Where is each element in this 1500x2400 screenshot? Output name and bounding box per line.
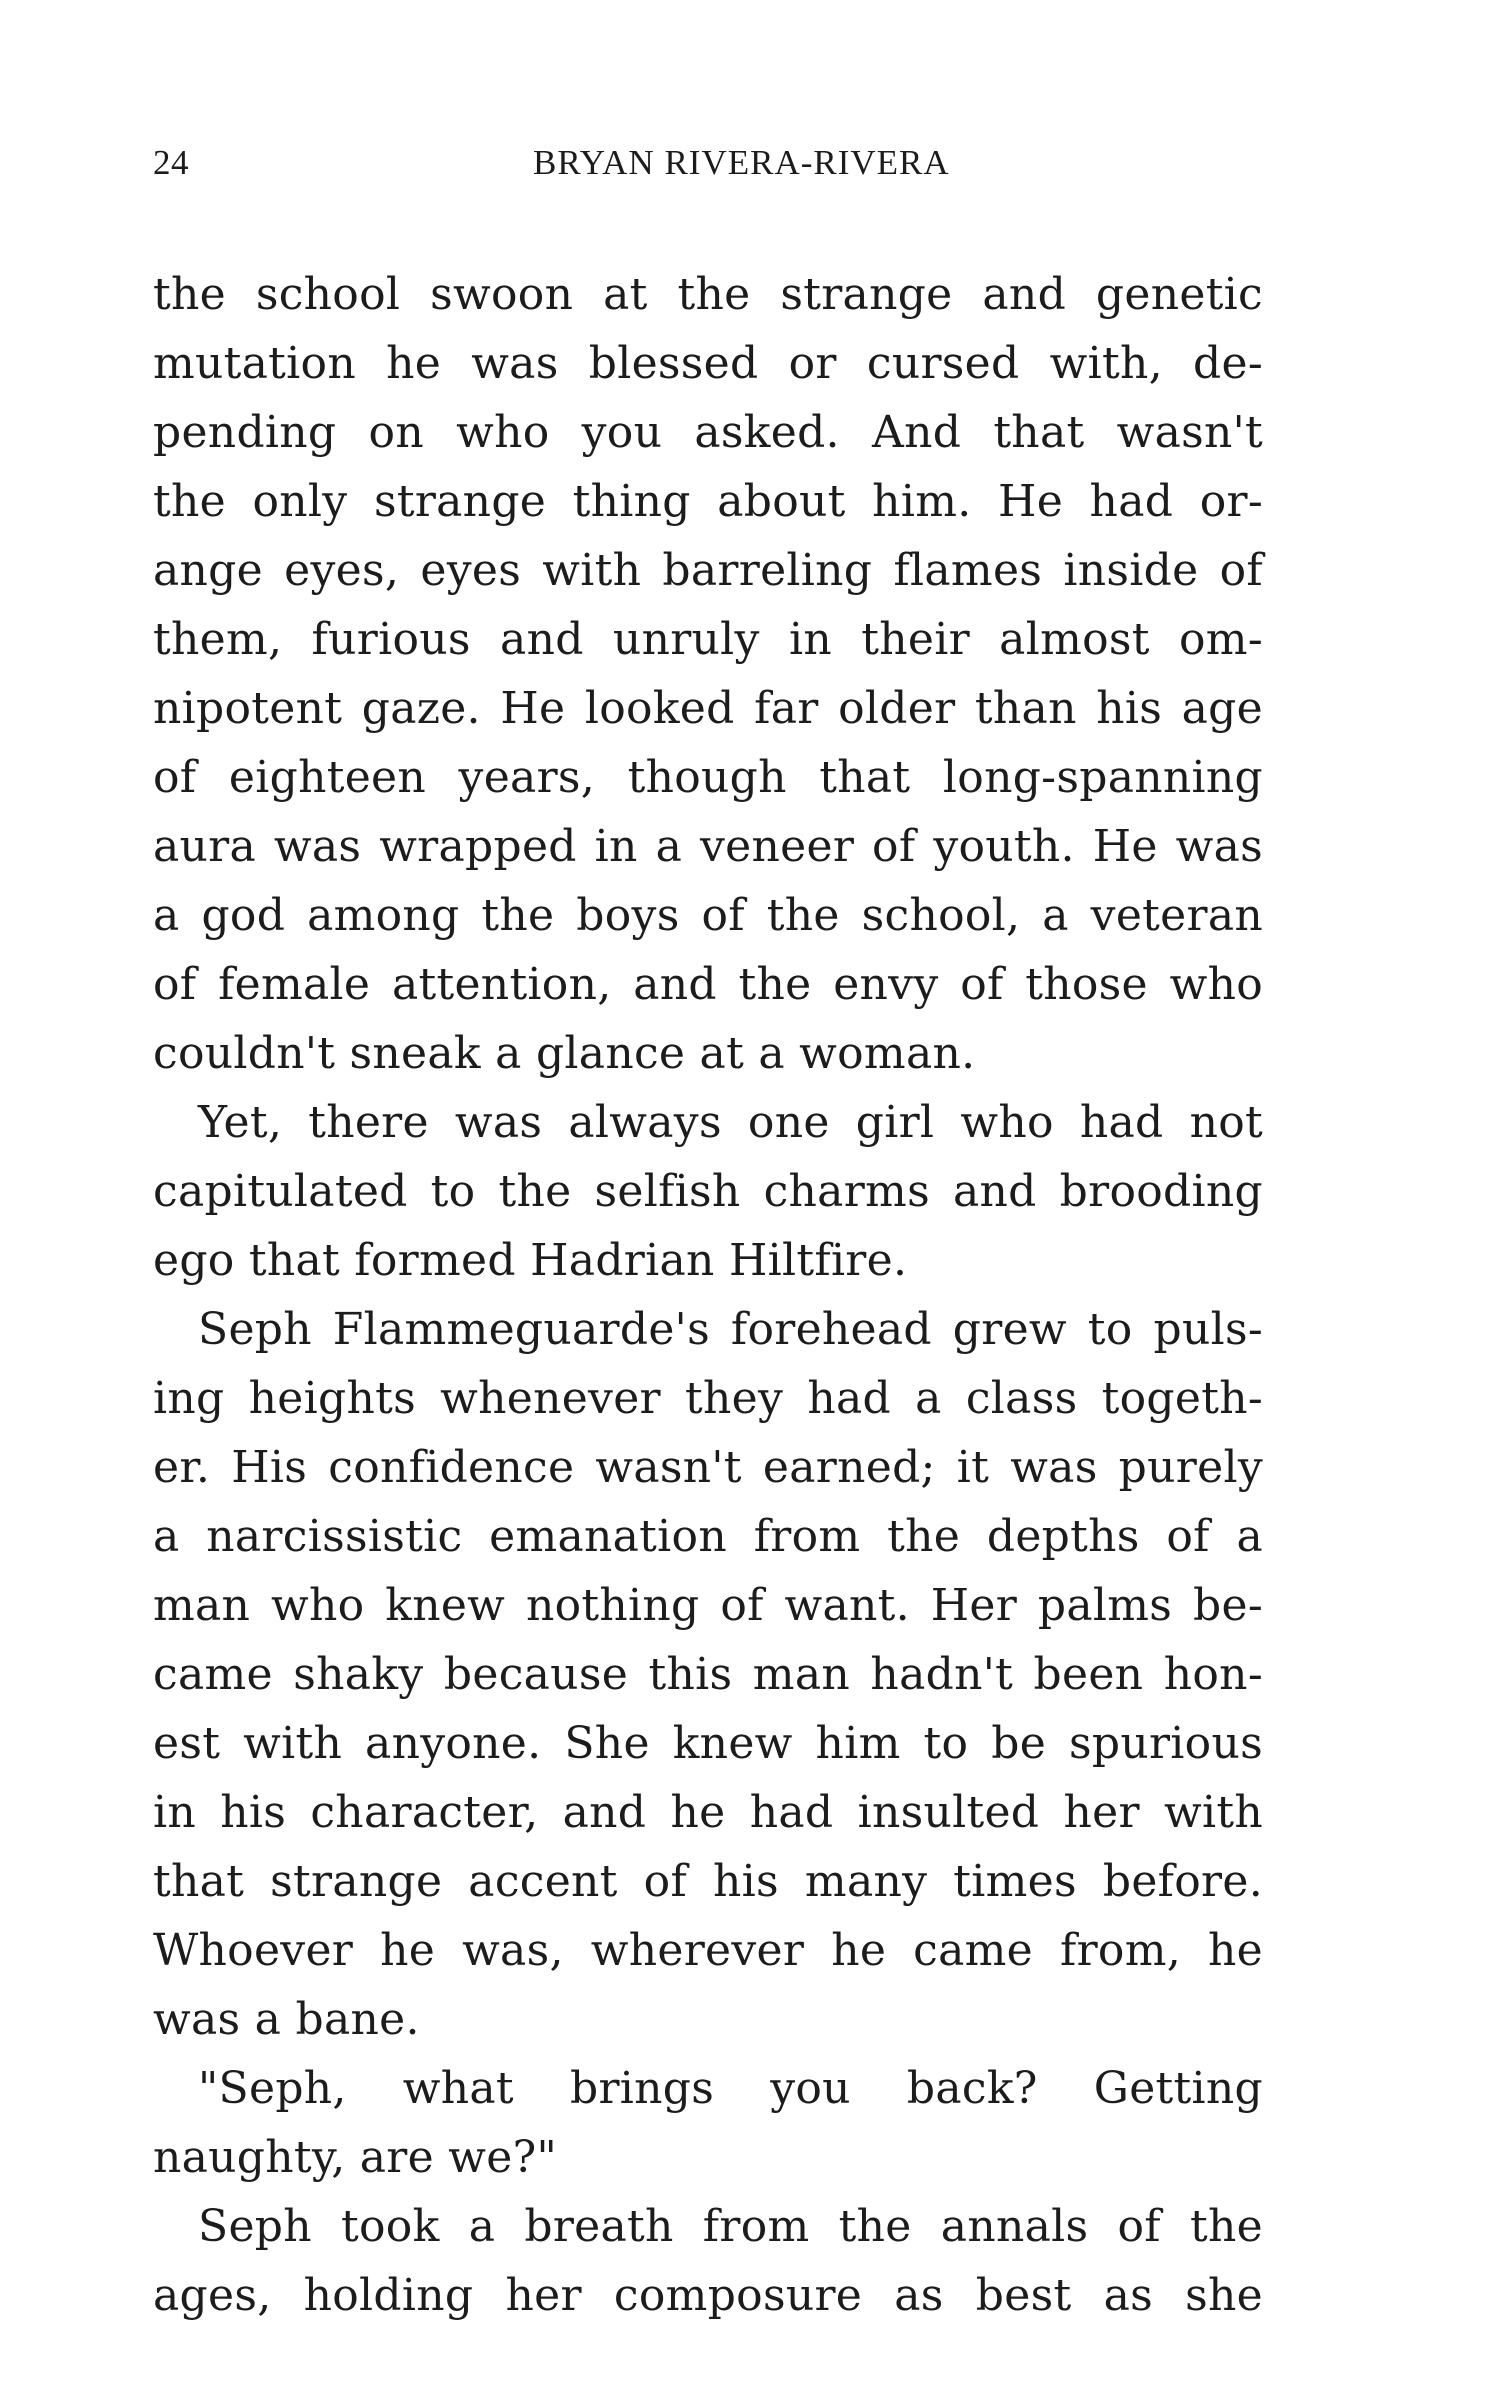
paragraph-4-dialogue bbox=[153, 2054, 1263, 2192]
text-line: est with anyone. She knew him to be spurious bbox=[153, 1718, 1263, 1769]
text-line: ego that formed Hadrian Hiltfire. bbox=[153, 1235, 908, 1286]
text-line: the school swoon at the strange and genetic bbox=[153, 269, 1263, 320]
running-head-author: BRYAN RIVERA-RIVERA bbox=[533, 143, 950, 182]
body-text bbox=[153, 260, 1263, 2330]
text-line: of female attention, and the envy of those who bbox=[153, 959, 1263, 1010]
text-line: Seph Flammeguarde's forehead grew to puls- bbox=[198, 1304, 1263, 1355]
text-line: ages, holding her composure as best as she bbox=[153, 2270, 1263, 2321]
text-line: naughty, are we?" bbox=[153, 2132, 558, 2183]
text-line: mutation he was blessed or cursed with, de- bbox=[153, 338, 1263, 389]
paragraph-2 bbox=[153, 1088, 1263, 1295]
paragraph-1 bbox=[153, 260, 1263, 1088]
text-line: couldn't sneak a glance at a woman. bbox=[153, 1028, 976, 1079]
text-line: Whoever he was, wherever he came from, he bbox=[153, 1925, 1263, 1976]
paragraph-3 bbox=[153, 1295, 1263, 2054]
text-line: in his character, and he had insulted her with bbox=[153, 1787, 1263, 1838]
paragraph-5 bbox=[153, 2192, 1263, 2330]
text-line: was a bane. bbox=[153, 1994, 420, 2045]
text-line: that strange accent of his many times before. bbox=[153, 1856, 1263, 1907]
text-line: a god among the boys of the school, a veteran bbox=[153, 890, 1263, 941]
text-line: man who knew nothing of want. Her palms be- bbox=[153, 1580, 1263, 1631]
text-line: ange eyes, eyes with barreling flames inside of bbox=[153, 545, 1263, 596]
page-number: 24 bbox=[153, 143, 189, 182]
text-line: pending on who you asked. And that wasn't bbox=[153, 407, 1263, 458]
page-header bbox=[153, 138, 1263, 188]
text-line: of eighteen years, though that long-spanning bbox=[153, 752, 1263, 803]
text-line: Seph took a breath from the annals of the bbox=[198, 2201, 1263, 2252]
text-line: er. His confidence wasn't earned; it was purely bbox=[153, 1442, 1263, 1493]
text-line: a narcissistic emanation from the depths of a bbox=[153, 1511, 1263, 1562]
text-line: aura was wrapped in a veneer of youth. He was bbox=[153, 821, 1263, 872]
text-line: the only strange thing about him. He had or- bbox=[153, 476, 1263, 527]
text-line: Yet, there was always one girl who had not bbox=[198, 1097, 1263, 1148]
text-line: capitulated to the selfish charms and brooding bbox=[153, 1166, 1263, 1217]
text-line: nipotent gaze. He looked far older than his age bbox=[153, 683, 1263, 734]
text-line: ing heights whenever they had a class togeth- bbox=[153, 1373, 1263, 1424]
text-line: "Seph, what brings you back? Getting bbox=[198, 2063, 1263, 2114]
text-line: them, furious and unruly in their almost om- bbox=[153, 614, 1263, 665]
text-line: came shaky because this man hadn't been hon- bbox=[153, 1649, 1263, 1700]
